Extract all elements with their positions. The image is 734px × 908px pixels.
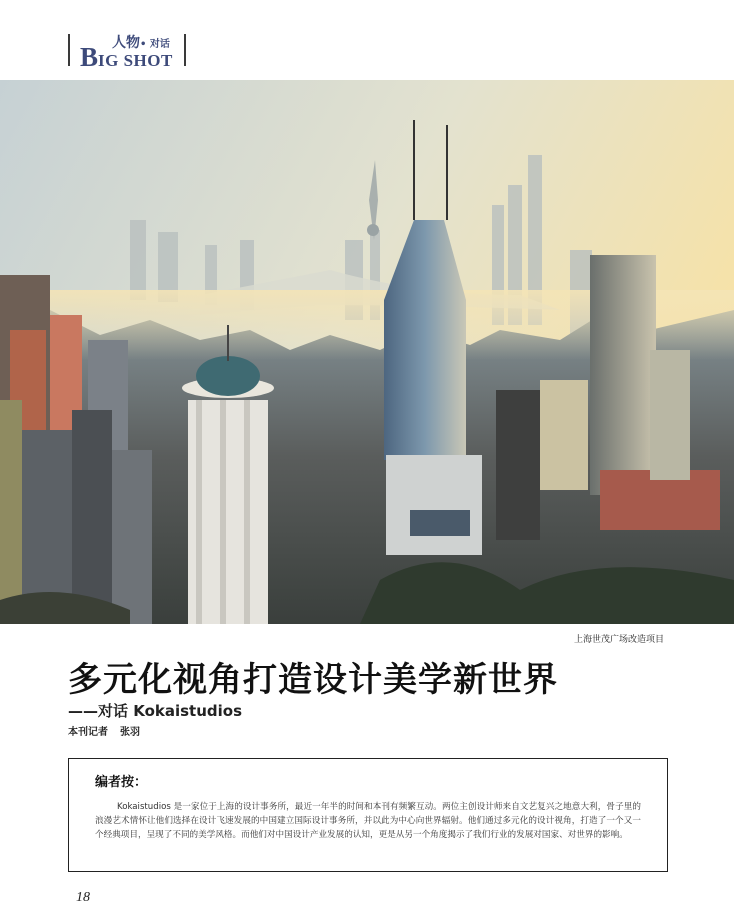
byline <box>68 723 140 738</box>
section-subtitle-cn: • 对话 <box>140 39 170 50</box>
header-divider-left <box>68 34 70 66</box>
editor-note-heading: 编者按： <box>95 775 148 790</box>
photo-caption: 上海世茂广场改造项目 <box>573 635 664 645</box>
editor-note-box <box>68 758 668 872</box>
page-number: 18 <box>76 890 90 905</box>
section-initial: B <box>80 42 99 72</box>
header-divider-right <box>184 34 186 66</box>
section-title-cn: 人物 <box>112 35 140 51</box>
editor-note-body: Kokaistudios 是一家位于上海的设计事务所，最近一年半的时间和本刊有频繁互动。两位主创设计师来自文艺复兴之地意大利，骨子里的浪漫艺术情怀让他们选择在设计飞速发展的中国建立国际设计事务所，并以此为中心向世界辐射。他们通过多元化的设计视角，打造了一个又一个经典项目，呈现了不同的美学风格。而他们对中国设计产业发展的认知，更是从另一个角度揭示了我们行业的发展对国家、对世界的影响。 <box>95 802 641 840</box>
article-subtitle: ——对话 Kokaistudios <box>68 702 243 720</box>
byline-name: 张羽 <box>120 727 140 738</box>
article-title: 多元化视角打造设计美学新世界 <box>68 660 558 700</box>
section-title-en: IG SHOT <box>98 51 173 70</box>
city-skyline-photo <box>0 80 734 624</box>
byline-label: 本刊记者 <box>68 727 108 738</box>
section-label-en <box>80 42 173 73</box>
